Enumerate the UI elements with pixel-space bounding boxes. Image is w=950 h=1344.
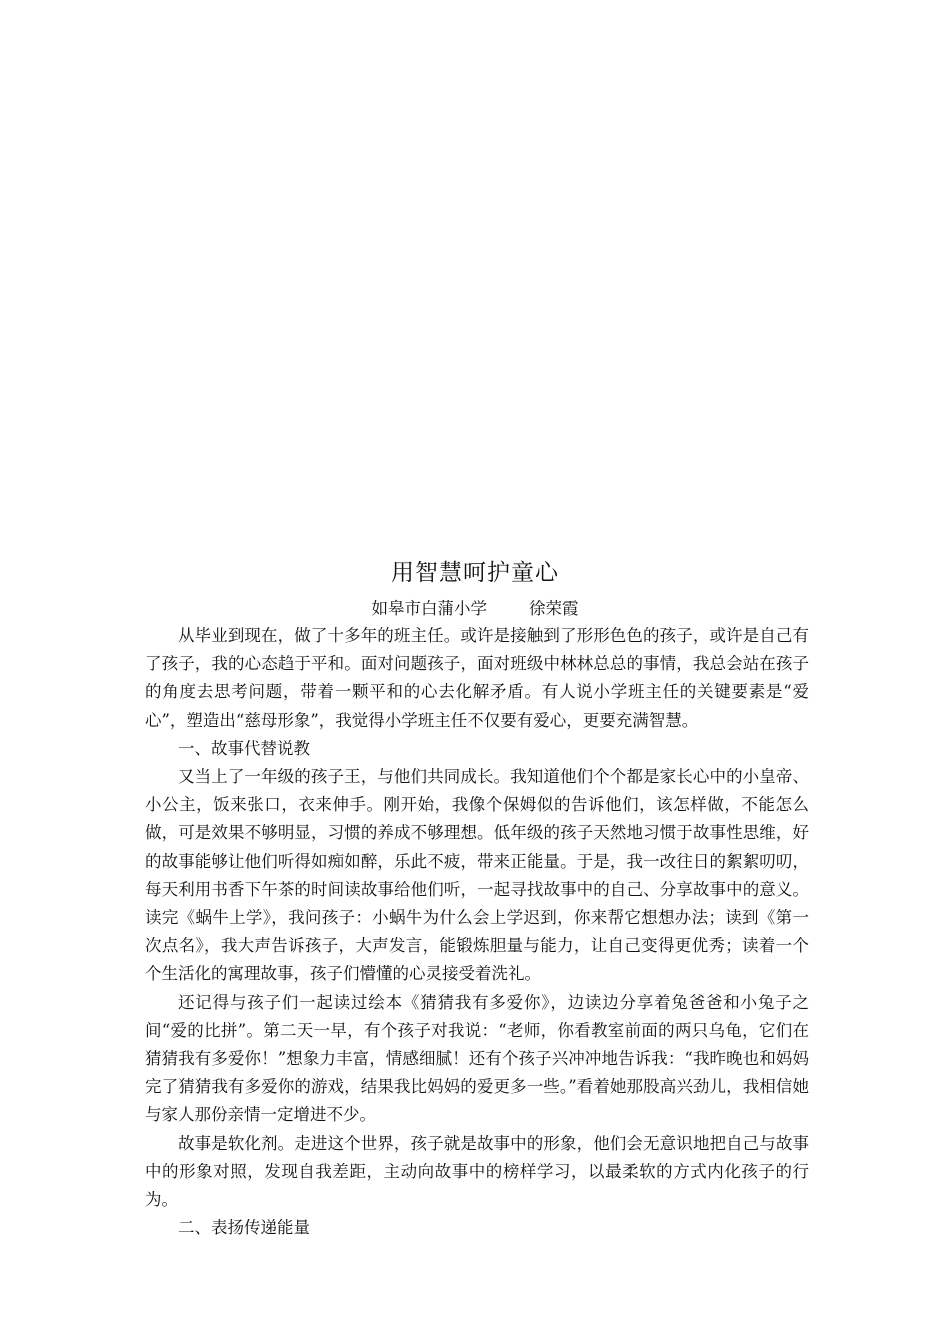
- section-heading-2: 二、表扬传递能量: [178, 1218, 310, 1238]
- body-paragraph: 还记得与孩子们一起读过绘本《猜猜我有多爱你》，边读边分享着兔爸爸和小兔子之间“爱的比拼”。第二天一早，有个孩子对我说：“老师，你看教室前面的两只乌龟，它们在猜猜我有多爱你！”想象力丰富，情感细腻！还有个孩子兴冲冲地告诉我：“我昨晚也和妈妈完了猜猜我有多爱你的游戏，结果我比妈妈的爱更多一些。”看着她那股高兴劲儿，我相信她与家人那份亲情一定增进不少。: [145, 992, 809, 1125]
- byline: [0, 595, 950, 623]
- document-body: [145, 622, 809, 1242]
- body-paragraph: 故事是软化剂。走进这个世界，孩子就是故事中的形象，他们会无意识地把自己与故事中的形象对照，发现自我差距，主动向故事中的榜样学习，以最柔软的方式内化孩子的行为。: [145, 1133, 809, 1210]
- intro-paragraph: 从毕业到现在，做了十多年的班主任。或许是接触到了形形色色的孩子，或许是自己有了孩子，我的心态趋于平和。面对问题孩子，面对班级中林林总总的事情，我总会站在孩子的角度去思考问题，带着一颗平和的心去化解矛盾。有人说小学班主任的关键要素是“爱心”，塑造出“慈母形象”，我觉得小学班主任不仅要有爱心，更要充满智慧。: [145, 626, 809, 730]
- school-name: 如皋市白蒲小学: [371, 599, 487, 618]
- document-title: 用智慧呵护童心: [391, 560, 559, 586]
- section-heading-1: 一、故事代替说教: [178, 738, 310, 758]
- author-name: 徐荣霞: [529, 599, 579, 618]
- body-paragraph: 又当上了一年级的孩子王，与他们共同成长。我知道他们个个都是家长心中的小皇帝、小公主，饭来张口，衣来伸手。刚开始，我像个保姆似的告诉他们，该怎样做，不能怎么做，可是效果不够明显，习惯的养成不够理想。低年级的孩子天然地习惯于故事性思维，好的故事能够让他们听得如痴如醉，乐此不疲，带来正能量。于是，我一改往日的絮絮叨叨，每天利用书香下午茶的时间读故事给他们听，一起寻找故事中的自己、分享故事中的意义。读完《蜗牛上学》，我问孩子：小蜗牛为什么会上学迟到，你来帮它想想办法；读到《第一次点名》，我大声告诉孩子，大声发言，能锻炼胆量与能力，让自己变得更优秀；读着一个个生活化的寓理故事，孩子们懵懂的心灵接受着洗礼。: [145, 767, 809, 984]
